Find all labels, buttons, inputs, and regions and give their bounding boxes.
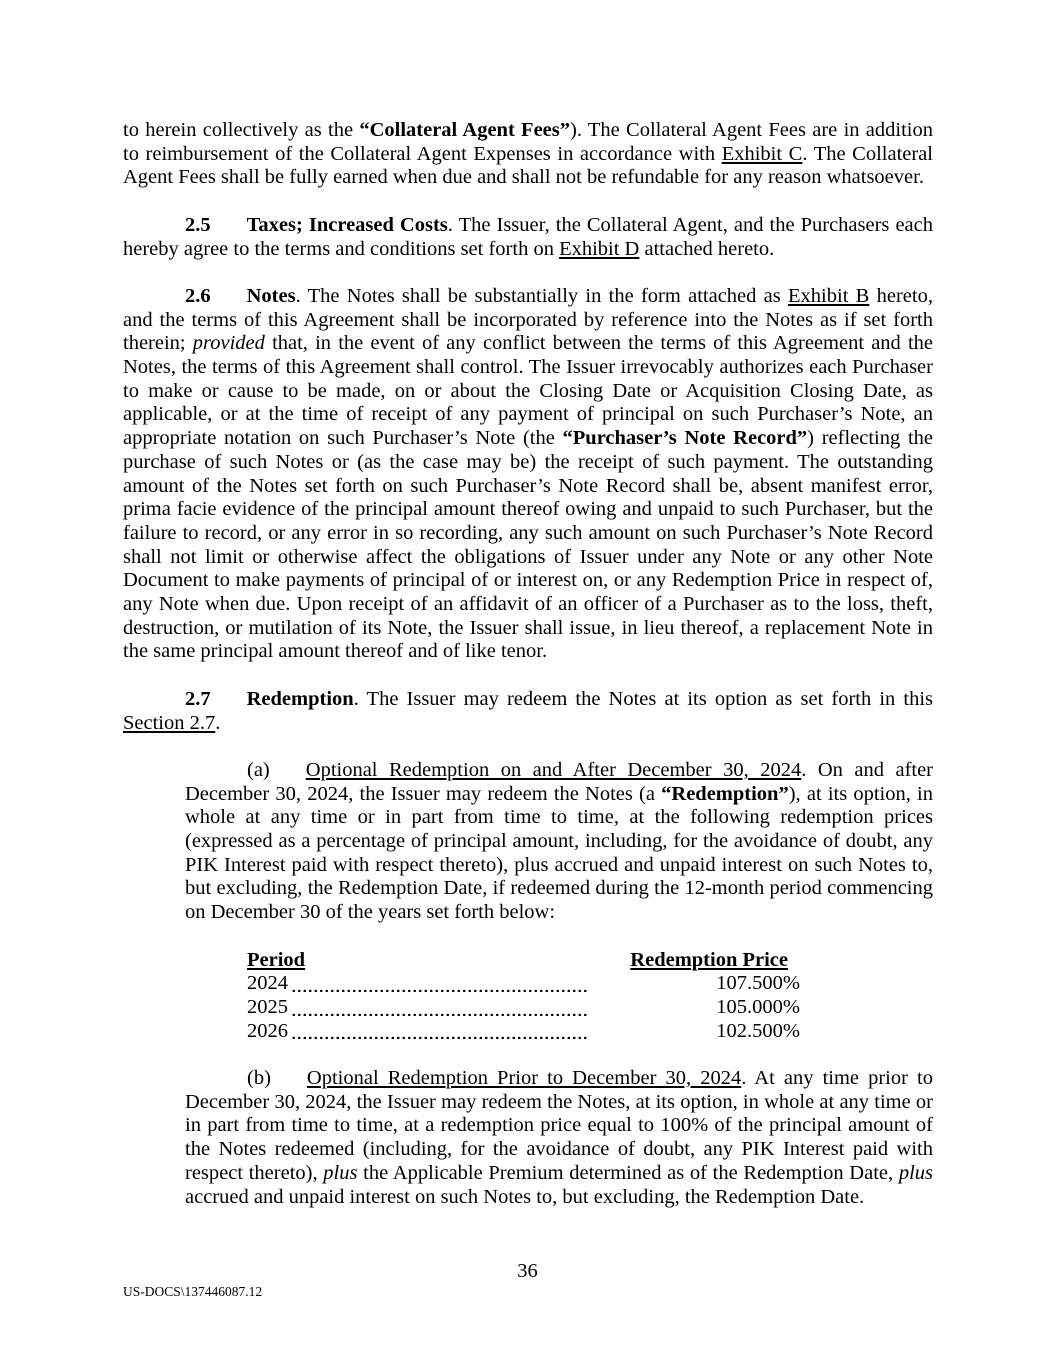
section-2-7-redemption bbox=[123, 688, 933, 735]
redemption-table-row bbox=[247, 1020, 800, 1044]
redemption-price-cell: 102.500% bbox=[716, 1019, 800, 1042]
text-run: plus bbox=[898, 1161, 933, 1184]
text-run: provided bbox=[192, 332, 265, 355]
text-run: hereto, and the terms of this Agreement shall be incorporated by reference into the Notes as if set forth therein; bbox=[123, 284, 933, 355]
redemption-table-row bbox=[247, 972, 800, 996]
text-run: 2.5 bbox=[185, 213, 211, 236]
dot-leader bbox=[291, 1012, 588, 1016]
text-run: ) reflecting the purchase of such Notes or (as the case may be) the receipt of such payment. The outstanding amount of the Notes set forth on such Purchaser’s Note Record shall be, absent manifest error, prima facie evidence of the principal amount thereof owing and unpaid to such Purchaser, but the failure to record, or any error in so recording, any such amount on such Purchaser’s Note Record shall not limit or otherwise affect the obligations of Issuer under any Note or any other Note Document to make payments of principal of or interest on, or any Redemption Price in respect of, any Note when due. Upon receipt of an affidavit of an officer of a Purchaser as to the loss, theft, destruction, or mutilation of its Note, the Issuer shall issue, in lieu thereof, a replacement Note in the same principal amount thereof and of like tenor. bbox=[123, 427, 933, 663]
text-run: the Applicable Premium determined as of the Redemption Date, bbox=[357, 1161, 899, 1184]
text-run: Exhibit D bbox=[559, 237, 640, 260]
table-header-row bbox=[247, 949, 800, 973]
text-run: Exhibit B bbox=[788, 284, 870, 307]
text-run: “Purchaser’s Note Record” bbox=[562, 427, 808, 450]
section-2-6-notes bbox=[123, 285, 933, 664]
text-run: Taxes; Increased Costs bbox=[246, 213, 448, 236]
redemption-price-column-header: Redemption Price bbox=[630, 948, 788, 971]
text-run: ). The Collateral Agent Fees are in addition to reimbursement of the Collateral Agent Expenses in accordance with bbox=[123, 119, 933, 165]
period-cell bbox=[247, 996, 592, 1020]
text-run: Optional Redemption Prior to December 30, 2024 bbox=[306, 1067, 742, 1090]
document-id-footer: US-DOCS\137446087.12 bbox=[123, 1284, 263, 1299]
period-cell bbox=[247, 972, 592, 996]
text-run: attached hereto. bbox=[639, 237, 775, 260]
text-run: . bbox=[215, 711, 221, 734]
dot-leader bbox=[291, 988, 588, 992]
text-run: plus bbox=[323, 1161, 358, 1184]
text-run: (a) bbox=[247, 758, 270, 781]
text-run: . At any time prior to December 30, 2024, the Issuer may redeem the Notes, at its option, in whole at any time or in part from time to time, at a redemption price equal to 100% of the principal amount of the Notes redeemed (including, for the avoidance of doubt, any PIK Interest paid with respect thereto), bbox=[185, 1067, 933, 1184]
text-run: “Collateral Agent Fees” bbox=[359, 119, 571, 141]
text-run: (b) bbox=[247, 1067, 271, 1090]
section-2-5-taxes-increased-costs bbox=[123, 214, 933, 261]
redemption-table-row bbox=[247, 996, 800, 1020]
table-body bbox=[247, 972, 800, 1043]
redemption-price-cell: 105.000% bbox=[716, 995, 800, 1018]
text-run: accrued and unpaid interest on such Notes to, but excluding, the Redemption Date. bbox=[185, 1185, 865, 1208]
clause-a-optional-redemption-after bbox=[185, 759, 933, 925]
text-run: that, in the event of any conflict between the terms of this Agreement and the Notes, the terms of this Agreement shall control. The Issuer irrevocably authorizes each Purchaser to make or cause to be made, on or about the Closing Date or Acquisition Closing Date, as applicable, or at the time of receipt of any payment of principal on such Purchaser’s Note, an appropriate notation on such Purchaser’s Note (the bbox=[123, 332, 933, 450]
text-run: Optional Redemption on and After December 30, 2024 bbox=[305, 758, 802, 781]
text-run: to herein collectively as the bbox=[123, 119, 360, 141]
clause-b-optional-redemption-prior bbox=[185, 1067, 933, 1209]
text-run: . The Notes shall be substantially in the form attached as bbox=[295, 284, 789, 307]
text-run: Exhibit C bbox=[721, 142, 803, 165]
text-run: . The Issuer, the Collateral Agent, and the Purchasers each hereby agree to the terms and conditions set forth on bbox=[123, 213, 933, 260]
page-content bbox=[123, 119, 933, 1233]
text-run: . The Collateral Agent Fees shall be fully earned when due and shall not be refundable for any reason whatsoever. bbox=[123, 142, 933, 189]
period-value: 2025 bbox=[247, 995, 288, 1018]
period-column-header: Period bbox=[247, 948, 306, 971]
redemption-price-cell: 107.500% bbox=[716, 972, 800, 995]
text-run: 2.7 bbox=[185, 687, 211, 710]
text-run: Notes bbox=[246, 284, 296, 307]
paragraph-collateral-agent-fees bbox=[123, 119, 933, 190]
text-run: ), at its option, in whole at any time or in part from time to time, at the following redemption prices (expressed as a percentage of principal amount, including, for the avoidance of doubt, any PIK Interest paid with respect thereto), plus accrued and unpaid interest on such Notes to, but excluding, the Redemption Date, if redeemed during the 12-month period commencing on December 30 of the years set forth below: bbox=[185, 782, 934, 924]
text-run: . The Issuer may redeem the Notes at its option as set forth in this bbox=[353, 687, 933, 710]
text-run: “Redemption” bbox=[661, 782, 789, 805]
text-run: Redemption bbox=[246, 687, 354, 710]
period-value: 2026 bbox=[247, 1019, 288, 1042]
text-run: 2.6 bbox=[185, 284, 211, 307]
text-run: Section 2.7 bbox=[123, 711, 216, 734]
text-run: . On and after December 30, 2024, the Issuer may redeem the Notes (a bbox=[185, 758, 934, 805]
period-value: 2024 bbox=[247, 972, 288, 995]
redemption-price-table bbox=[247, 949, 800, 1044]
page-number: 36 bbox=[517, 1260, 538, 1282]
period-cell bbox=[247, 1020, 592, 1044]
dot-leader bbox=[291, 1035, 588, 1039]
